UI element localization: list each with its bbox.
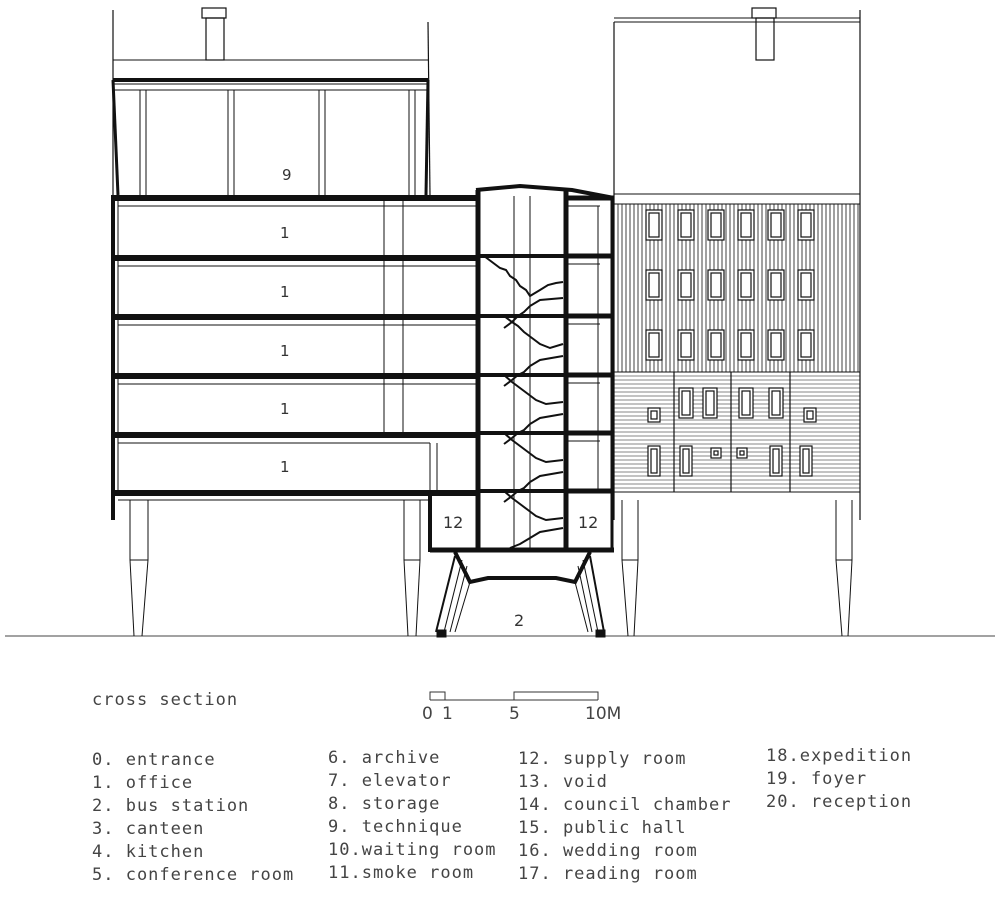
legend-item: 12. supply room bbox=[518, 749, 687, 769]
legend-item: 8. storage bbox=[328, 794, 441, 814]
legend-item: 5. conference room bbox=[92, 865, 295, 885]
legend-item: 20. reception bbox=[766, 792, 913, 812]
legend-item: 7. elevator bbox=[328, 771, 452, 791]
legend-item: 9. technique bbox=[328, 817, 463, 837]
legend-item: 18.expedition bbox=[766, 746, 913, 766]
label-supply-right: 12 bbox=[578, 513, 599, 532]
label-office-1: 1 bbox=[280, 224, 290, 242]
legend-item: 6. archive bbox=[328, 748, 441, 768]
scale-label-0: 0 bbox=[422, 704, 433, 724]
label-office-5: 1 bbox=[280, 458, 290, 476]
legend-item: 15. public hall bbox=[518, 818, 687, 838]
label-bus-station: 2 bbox=[514, 611, 525, 630]
legend-item: 14. council chamber bbox=[518, 795, 732, 815]
legend-item: 17. reading room bbox=[518, 864, 698, 884]
legend-item: 19. foyer bbox=[766, 769, 868, 789]
legend-item: 13. void bbox=[518, 772, 608, 792]
legend-item: 11.smoke room bbox=[328, 863, 475, 883]
drawing-caption: cross section bbox=[92, 690, 239, 710]
scale-label-10m: 10M bbox=[585, 704, 622, 724]
legend-item: 3. canteen bbox=[92, 819, 205, 839]
scale-label-5: 5 bbox=[509, 704, 520, 724]
legend-item: 16. wedding room bbox=[518, 841, 698, 861]
legend-item: 4. kitchen bbox=[92, 842, 205, 862]
label-office-3: 1 bbox=[280, 342, 290, 360]
label-office-2: 1 bbox=[280, 283, 290, 301]
label-office-4: 1 bbox=[280, 400, 290, 418]
legend-column-3 bbox=[518, 749, 731, 887]
legend-item: 1. office bbox=[92, 773, 194, 793]
scale-bar bbox=[430, 692, 598, 700]
legend-column-2 bbox=[328, 748, 497, 886]
legend-item: 10.waiting room bbox=[328, 840, 497, 860]
stair-core bbox=[430, 186, 614, 552]
legend-column-1 bbox=[92, 750, 294, 888]
left-building bbox=[113, 8, 480, 636]
label-supply-left: 12 bbox=[443, 513, 464, 532]
legend-item: 2. bus station bbox=[92, 796, 250, 816]
right-building bbox=[614, 8, 860, 636]
legend-item: 0. entrance bbox=[92, 750, 216, 770]
label-technique: 9 bbox=[282, 166, 292, 184]
scale-label-1: 1 bbox=[442, 704, 453, 724]
legend-column-4 bbox=[766, 746, 912, 815]
